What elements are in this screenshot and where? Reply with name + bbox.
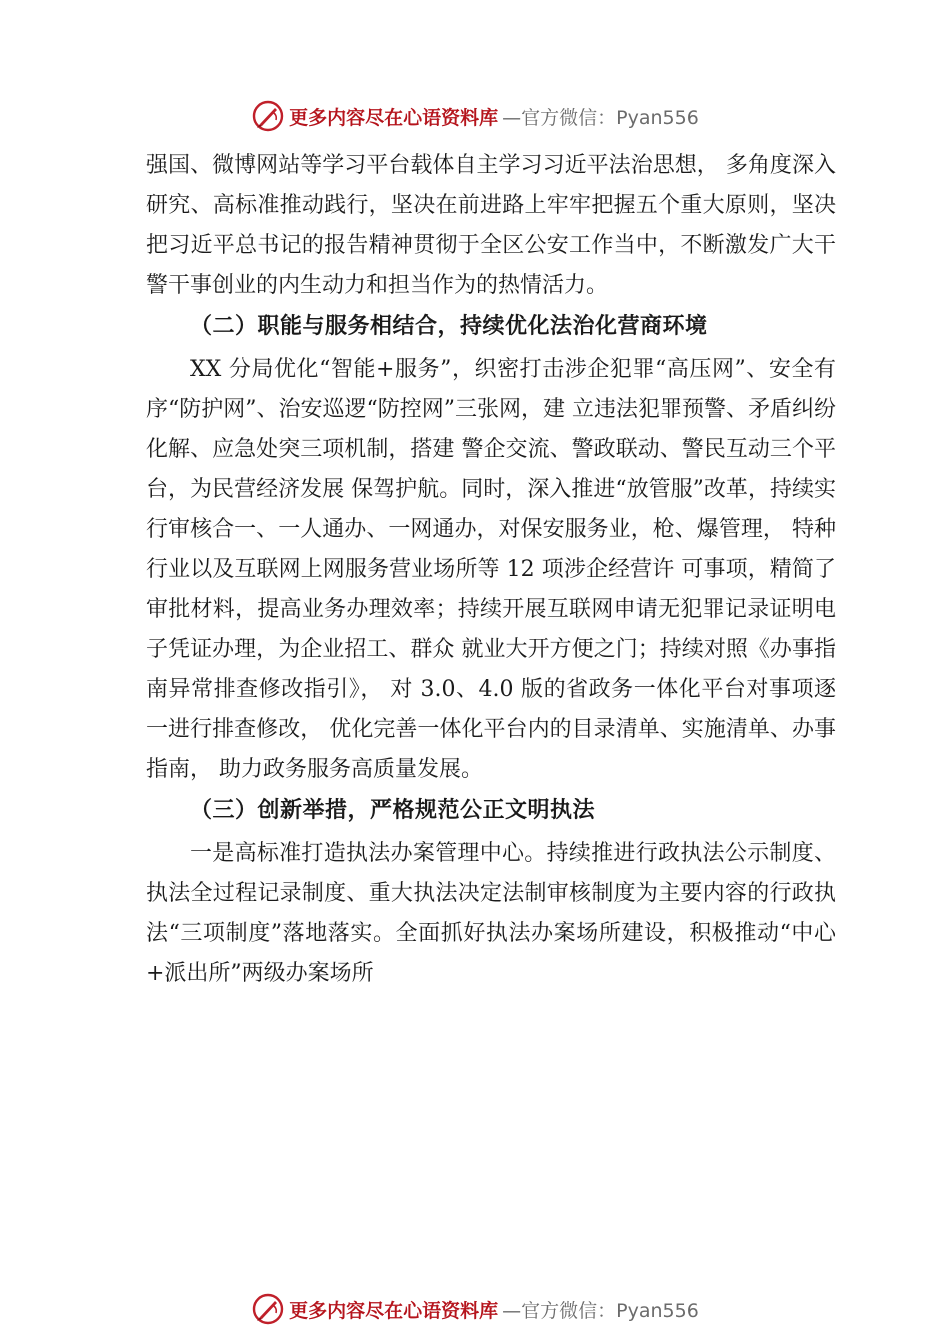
paragraph-continuation: 强国、微博网站等学习平台载体自主学习习近平法治思想， 多角度深入研究、高标准推动践行，坚决在前进路上牢牢把握五个重大原则，坚决把习近平总书记的报告精神贯彻于全区公安工作当中，不断激发广大干警干事创业的内生动力和担当作为的热情活力。 bbox=[146, 153, 836, 298]
document-body bbox=[146, 146, 836, 994]
banner-red-text: 更多内容尽在心语资料库 bbox=[289, 1299, 499, 1322]
footer-banner-inner bbox=[251, 1292, 699, 1326]
banner-gray-text: —官方微信：Pyan556 bbox=[502, 1299, 699, 1322]
section-heading-2: （二）职能与服务相结合，持续优化法治化营商环境 bbox=[190, 313, 708, 339]
section-heading-3: （三）创新举措，严格规范公正文明执法 bbox=[190, 797, 596, 823]
footer-banner bbox=[0, 1289, 950, 1329]
banner-red-text: 更多内容尽在心语资料库 bbox=[289, 106, 499, 129]
paragraph-section-3: 一是高标准打造执法办案管理中心。持续推进行政执法公示制度、执法全过程记录制度、重大执法决定法制审核制度为主要内容的行政执法“三项制度”落地落实。全面抓好执法办案场所建设，积极推动“中心+派出所”两级办案场所 bbox=[146, 841, 836, 986]
header-banner-inner bbox=[251, 99, 699, 133]
quill-logo-icon bbox=[251, 99, 285, 133]
banner-gray-text: —官方微信：Pyan556 bbox=[502, 106, 699, 129]
quill-logo-icon bbox=[251, 1292, 285, 1326]
header-banner bbox=[0, 96, 950, 136]
paragraph-section-2: XX 分局优化“智能+服务”，织密打击涉企犯罪“高压网”、安全有序“防护网”、治安巡逻“防控网”三张网，建 立违法犯罪预警、矛盾纠纷化解、应急处突三项机制，搭建 警企交流、警政联动、警民互动三个平台，为民营经济发展 保驾护航。同时，深入推进“放管服”改革，持续实行审核合一、一人通办、一网通办，对保安服务业，枪、爆管理， 特种行业以及互联网上网服务营业场所等 12 项涉企经营许 可事项，精简了审批材料，提高业务办理效率；持续开展互联网申请无犯罪记录证明电子凭证办理，为企业招工、群众 就业大开方便之门；持续对照《办事指南异常排查修改指引》， 对 3.0、4.0 版的省政务一体化平台对事项逐一进行排查修改， 优化完善一体化平台内的目录清单、实施清单、办事指南， 助力政务服务高质量发展。 bbox=[146, 357, 836, 782]
